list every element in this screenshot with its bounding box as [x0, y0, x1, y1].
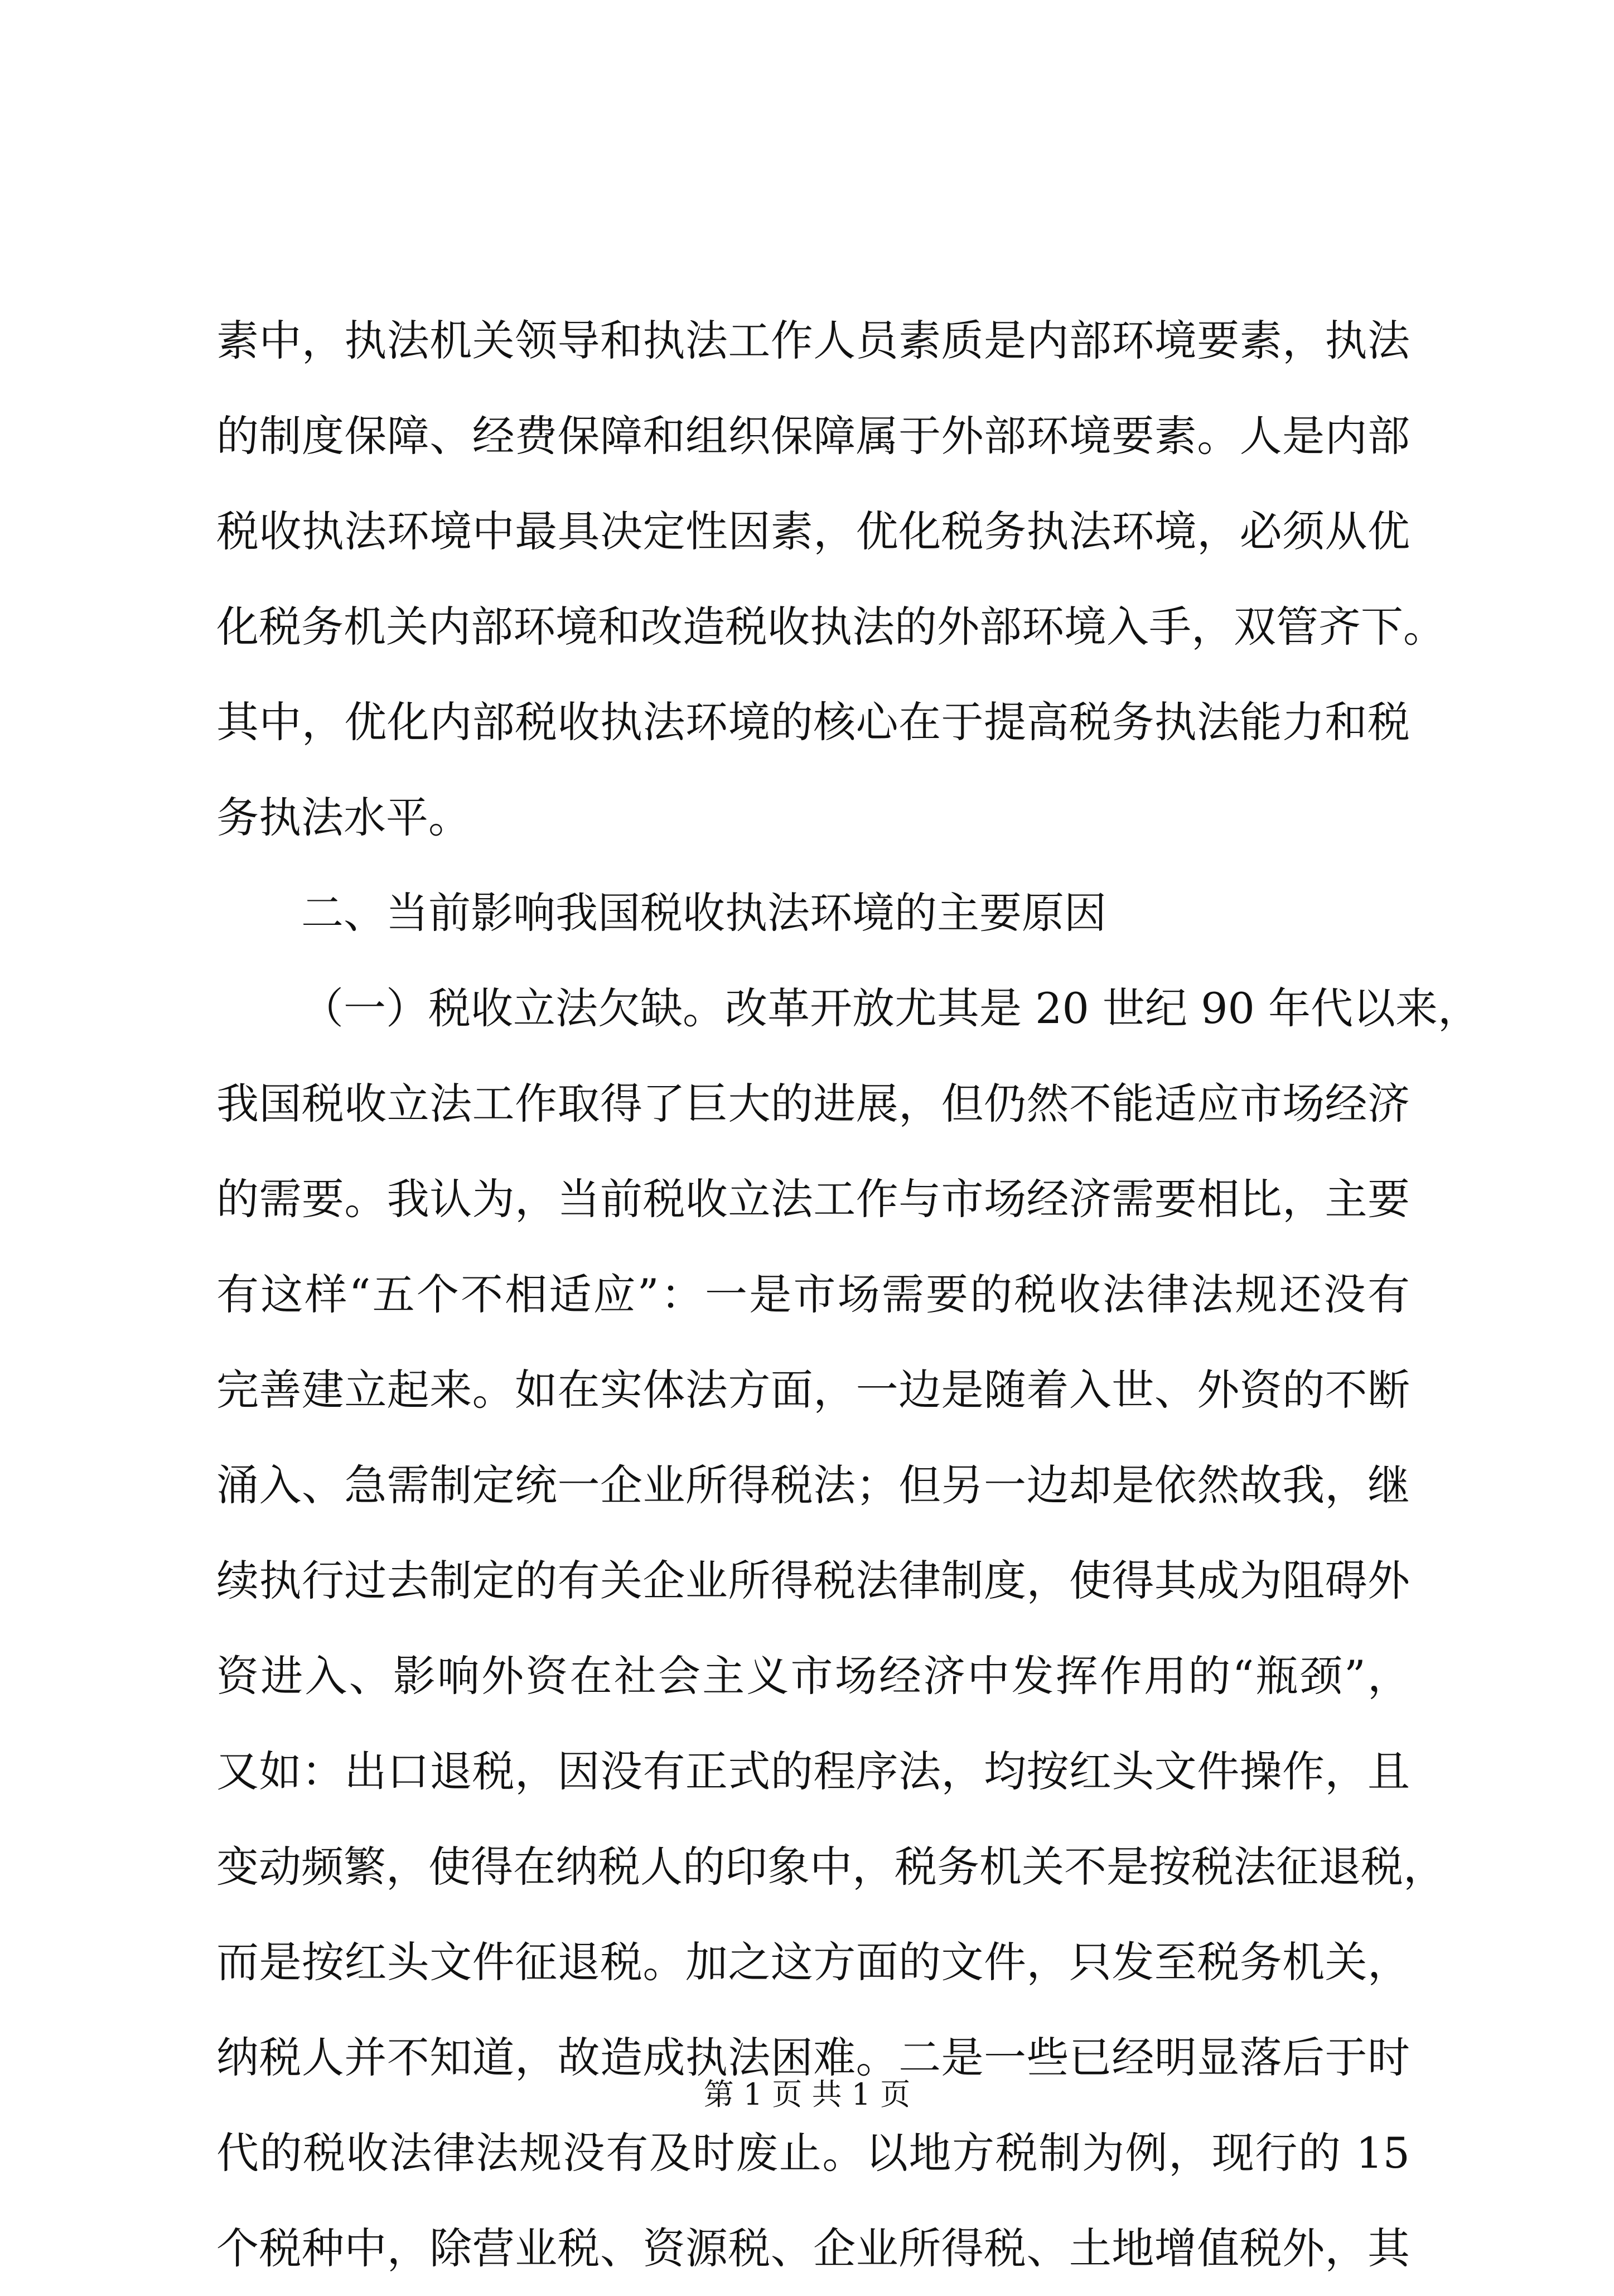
page-footer: 第 1 页 共 1 页	[703, 2077, 911, 2112]
body-text	[216, 293, 1481, 2296]
paragraph-line: 纳税人并不知道，故造成执法困难。二是一些已经明显落后于时	[216, 2033, 1410, 2082]
paragraph-line: 税收执法环境中最具决定性因素，优化税务执法环境，必须从优	[216, 507, 1410, 556]
paragraph-line: 而是按红头文件征退税。加之这方面的文件，只发至税务机关，	[216, 1937, 1410, 1987]
paragraph-line: 完善建立起来。如在实体法方面，一边是随着入世、外资的不断	[216, 1365, 1410, 1415]
paragraph-line: 我国税收立法工作取得了巨大的进展，但仍然不能适应市场经济	[216, 1079, 1410, 1128]
paragraph-line: 资进入、影响外资在社会主义市场经济中发挥作用的“瓶颈”，	[216, 1651, 1410, 1701]
paragraph-line: 续执行过去制定的有关企业所得税法律制度，使得其成为阻碍外	[216, 1556, 1410, 1605]
paragraph-line: 素中，执法机关领导和执法工作人员素质是内部环境要素，执法	[216, 316, 1410, 365]
paragraph-line: 代的税收法律法规没有及时废止。以地方税制为例，现行的 15	[216, 2128, 1410, 2178]
paragraph-line: 其中，优化内部税收执法环境的核心在于提高税务执法能力和税	[216, 697, 1410, 747]
paragraph-line: 的需要。我认为，当前税收立法工作与市场经济需要相比，主要	[216, 1174, 1410, 1224]
paragraph-line: 的制度保障、经费保障和组织保障属于外部环境要素。人是内部	[216, 411, 1410, 461]
paragraph-line: 又如：出口退税，因没有正式的程序法，均按红头文件操作，且	[216, 1747, 1410, 1796]
paragraph-line: （一）税收立法欠缺。改革开放尤其是 20 世纪 90 年代以来，	[301, 983, 1481, 1033]
paragraph-line: 变动频繁，使得在纳税人的印象中，税务机关不是按税法征退税，	[216, 1842, 1446, 1892]
section-heading: 二、当前影响我国税收执法环境的主要原因	[301, 888, 1106, 938]
paragraph-line: 个税种中，除营业税、资源税、企业所得税、土地增值税外，其	[216, 2223, 1410, 2273]
paragraph-line: 涌入、急需制定统一企业所得税法；但另一边却是依然故我，继	[216, 1460, 1410, 1510]
paragraph-line: 化税务机关内部环境和改造税收执法的外部环境入手，双管齐下。	[216, 602, 1446, 652]
paragraph-line: 有这样“五个不相适应”：一是市场需要的税收法律法规还没有	[216, 1270, 1410, 1319]
paragraph-line: 务执法水平。	[216, 793, 471, 842]
